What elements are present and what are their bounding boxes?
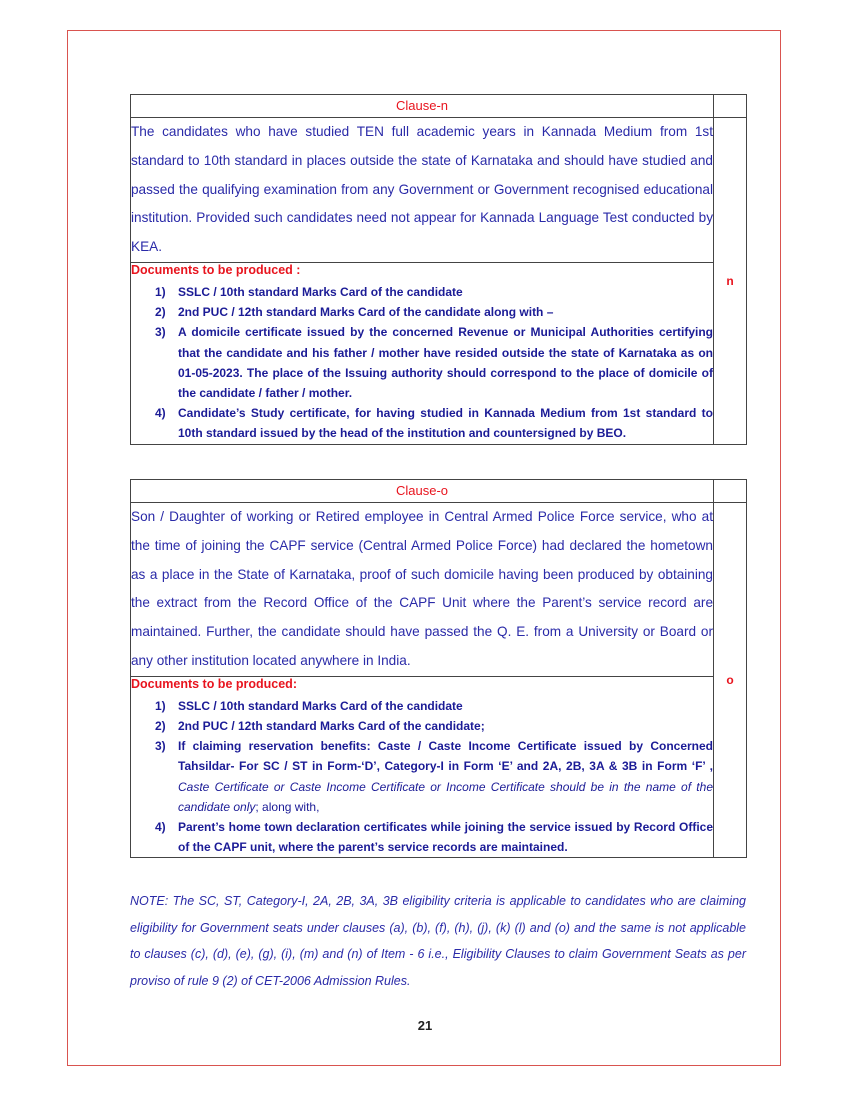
clause-o-docs-list bbox=[131, 696, 713, 858]
list-text: SSLC / 10th standard Marks Card of the candidate bbox=[178, 698, 463, 713]
list-text: Parent’s home town declaration certificates while joining the service issued by Record Office of the CAPF unit, where the parent’s service records are maintained. bbox=[178, 820, 713, 855]
list-text: Candidate’s Study certificate, for having studied in Kannada Medium from 1st standard to 10th standard issued by the head of the institution and countersigned by BEO. bbox=[178, 406, 713, 441]
clause-o-documents bbox=[131, 676, 714, 858]
list-item bbox=[131, 322, 713, 403]
clause-n-docs-title: Documents to be produced : bbox=[131, 262, 301, 277]
clause-o-letter: o bbox=[714, 503, 747, 858]
clause-o-header-side bbox=[714, 480, 747, 503]
list-number: 4) bbox=[155, 406, 166, 421]
clause-o-table bbox=[130, 479, 747, 858]
clause-n-header: Clause-n bbox=[131, 95, 714, 118]
list-item bbox=[131, 696, 713, 716]
clause-n-documents bbox=[131, 262, 714, 444]
list-number: 3) bbox=[155, 325, 166, 340]
list-number: 2) bbox=[155, 718, 166, 733]
clause-o-description: Son / Daughter of working or Retired employee in Central Armed Police Force service, who at the time of joining the CAPF service (Central Armed Police Force) had declared the hometown as a place in the State of Karnataka, proof of such domicile having been produced by obtaining the extract from the Record Office of the CAPF Unit where the Parent’s service record are maintained. Further, the candidate should have passed the Q. E. from a University or Board or any other institution located anywhere in India. bbox=[131, 503, 714, 677]
eligibility-note: NOTE: The SC, ST, Category-I, 2A, 2B, 3A, 3B eligibility criteria is applicable to candidates who are claiming eligibility for Government seats under clauses (a), (b), (f), (h), (j), (k) (l) and (o) and the same is not applicable to clauses (c), (d), (e), (g), (i), (m) and (n) of Item - 6 i.e., Eligibility Clauses to claim Government Seats as per proviso of rule 9 (2) of CET-2006 Admission Rules. bbox=[130, 894, 746, 988]
clause-n-table bbox=[130, 94, 747, 445]
list-text-italic: Caste Certificate or Caste Income Certificate or Income Certificate should be in the name of the candidate only bbox=[178, 779, 713, 814]
list-item bbox=[131, 302, 713, 322]
list-text: If claiming reservation benefits: Caste / Caste Income Certificate issued by Concerned Tahsildar- For SC / ST in Form-‘D’, Category-I in Form ‘E’ and 2A, 2B, 3A & 3B in Form ‘F’ , bbox=[178, 739, 713, 774]
list-number: 4) bbox=[155, 820, 166, 834]
list-text: 2nd PUC / 12th standard Marks Card of the candidate; bbox=[178, 718, 485, 733]
list-item bbox=[131, 282, 713, 302]
list-text-tail: ; along with, bbox=[255, 799, 320, 814]
list-text: SSLC / 10th standard Marks Card of the candidate bbox=[178, 284, 463, 299]
clause-n-header-side bbox=[714, 95, 747, 118]
list-number: 1) bbox=[155, 284, 166, 299]
list-text: 2nd PUC / 12th standard Marks Card of the candidate along with – bbox=[178, 305, 554, 320]
page-number: 21 bbox=[417, 1018, 433, 1033]
clause-o-docs-title: Documents to be produced: bbox=[131, 676, 297, 691]
list-item bbox=[131, 736, 713, 817]
clause-n-description: The candidates who have studied TEN full academic years in Kannada Medium from 1st standard to 10th standard in places outside the state of Karnataka and should have studied and passed the qualifying examination from any Government or Government recognised educational institution. Provided such candidates need not appear for Kannada Language Test conducted by KEA. bbox=[131, 118, 714, 263]
list-number: 1) bbox=[155, 698, 166, 713]
list-text: A domicile certificate issued by the concerned Revenue or Municipal Authorities certifying that the candidate and his father / mother have resided outside the state of Karnataka as on 01-05-2023. The place of the Issuing authority should correspond to the place of domicile of the candidate / father / mother. bbox=[178, 325, 713, 400]
list-number: 3) bbox=[155, 739, 166, 754]
clause-n-docs-list bbox=[131, 282, 713, 444]
list-item bbox=[131, 716, 713, 736]
clause-o-header: Clause-o bbox=[131, 480, 714, 503]
clause-n-letter: n bbox=[714, 118, 747, 445]
list-number: 2) bbox=[155, 305, 166, 320]
list-item bbox=[131, 403, 713, 443]
list-item bbox=[131, 817, 713, 857]
